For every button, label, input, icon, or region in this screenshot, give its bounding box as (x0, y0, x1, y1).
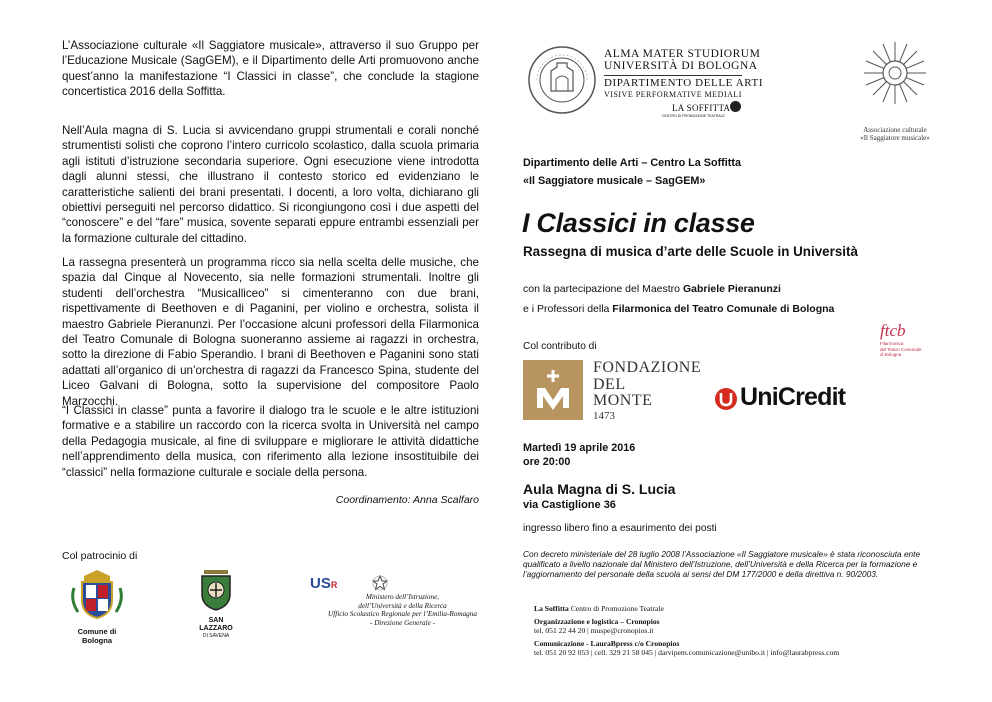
unibo-divider (604, 75, 742, 76)
usr-line-2: dell’Università e della Ricerca (358, 601, 447, 610)
comune-bologna-logo (64, 568, 130, 645)
saggiatore-line-1: Associazione culturale (863, 126, 927, 134)
decreto-note: Con decreto ministeriale del 28 luglio 2008 l’Associazione «Il Saggiatore musicale» è stata riconosciuta ente qualificato a livello nazionale dal Ministero dell’Istruzione, dell’Università e della Ricerca per la formazione e l’aggiornamento del personale della scuola ai sensi del DM 177/2000 e della direttiva n. 90/2003. (523, 549, 921, 580)
soffitta-sub-label: CENTRO DI PROMOZIONE TEATRALE (662, 114, 725, 118)
unicredit-symbol-icon (714, 387, 738, 411)
unicredit-logo (714, 384, 854, 414)
saggiatore-logo (862, 40, 928, 106)
sun-star-icon (862, 40, 928, 106)
professori-name: Filarmonica del Teatro Comunale di Bologna (612, 303, 835, 315)
usr-emilia-romagna-logo (300, 575, 505, 637)
fondazione-line-2: DEL (593, 375, 626, 393)
ftcb-line-1: Filarmonica (880, 341, 904, 346)
dept-line-1: DIPARTIMENTO DELLE ARTI (604, 77, 764, 89)
footer-contacts (534, 604, 934, 658)
ftcb-mark: ftcb (880, 321, 906, 340)
footer-org-title: Organizzazione e logistica – Cronopios (534, 616, 660, 626)
san-lazzaro-logo (193, 568, 239, 639)
footer-soffitta (534, 604, 934, 614)
description-paragraph: Nell’Aula magna di S. Lucia si avvicendano gruppi strumentali e corali nonché strumentisti solisti che coprono l’intero curricolo scolastico, dalla scuola primaria agli istituti d’istruzione secondaria superiore. Ogni esecuzione viene introdotta dagli alunni stessi, che illustrano il contesto storico ed evidenziano le caratteristiche salienti dei brani presentati. I docenti, a loro volta, dichiarano gli obiettivi perseguiti nel percorso didattico. Si ricongiungono così i due aspetti del “conoscere” e del “fare” musica, sovente separati eppure entrambi essenziali per la formazione culturale del cittadino. (62, 124, 479, 245)
soffitta-mask-icon (730, 101, 741, 112)
partecipazione-name: Gabriele Pieranunzi (682, 283, 781, 295)
event-datetime (523, 441, 635, 469)
fondazione-emblem (523, 360, 583, 420)
coordination-credit: Coordinamento: Anna Scalfaro (335, 494, 479, 506)
professori-line (523, 303, 834, 315)
dept-line-2: VISIVE PERFORMATIVE MEDIALI (604, 90, 742, 99)
ftcb-line-2: del Teatro Comunale (880, 346, 922, 352)
organizer-line-2: «Il Saggiatore musicale – SagGEM» (523, 175, 706, 187)
usr-line-3: Ufficio Scolastico Regionale per l’Emilia-Romagna (328, 610, 477, 619)
saggiatore-line-2: «Il Saggiatore musicale» (860, 134, 930, 142)
event-time: ore 20:00 (523, 456, 571, 468)
san-lazzaro-crest-icon (196, 568, 236, 612)
footer-soffitta-rest: Centro di Promozione Teatrale (568, 604, 664, 613)
partecipazione-line (523, 283, 781, 295)
patronage-label: Col patrocinio di (62, 550, 138, 562)
unibo-line-2: UNIVERSITÀ DI BOLOGNA (604, 60, 758, 72)
unibo-seal-icon (527, 45, 597, 115)
fondazione-year: 1473 (593, 410, 615, 422)
ingresso-note: ingresso libero fino a esaurimento dei posti (523, 523, 717, 534)
fondazione-line-3: MONTE (593, 392, 653, 409)
bologna-logo-label: Comune di Bologna (77, 627, 117, 645)
saggiatore-name (840, 126, 950, 142)
ftcb-logo (880, 322, 940, 370)
event-title: I Classici in classe (522, 208, 755, 238)
event-date: Martedì 19 aprile 2016 (523, 442, 636, 454)
footer-com-title: Comunicazione - LauraBpress c/o Cronopios (534, 638, 680, 648)
usr-line-4: - Direzione Generale - (370, 618, 435, 627)
unibo-seal-logo (527, 45, 597, 115)
event-venue: Aula Magna di S. Lucia (523, 481, 676, 497)
italian-emblem-icon (372, 575, 388, 591)
partecipazione-text: con la partecipazione del Maestro (523, 283, 683, 295)
intro-paragraph: L’Associazione culturale «Il Saggiatore musicale», attraverso il suo Gruppo per l’Educazione Musicale (SagGEM), e il Dipartimento delle Arti promuovono anche quest’anno la manifestazione “I Classici in classe”, che conclude la stagione concertistica 2016 della Soffitta. (62, 39, 479, 99)
unibo-line-1: ALMA MATER STUDIORUM (604, 48, 761, 60)
ftcb-line-3: di Bologna (880, 352, 902, 357)
footer-org-contact: tel. 051 22 44 20 | muspe@cronopios.it (534, 626, 654, 636)
event-subtitle: Rassegna di musica d’arte delle Scuole in Università (523, 244, 858, 259)
soffitta-label: LA SOFFITTA (672, 103, 731, 113)
unicredit-wordmark: UniCredit (740, 383, 846, 411)
bologna-crest-icon (64, 568, 130, 620)
program-paragraph: La rassegna presenterà un programma ricco sia nella scelta delle musiche, che spazia dal Cinque al Novecento, sia nelle formazioni strumentali. Inoltre gli studenti dell’orchestra “Musicalliceo” si cimenteranno con due brani, rispettivamente di Beethoven e di Paganini, per violino e orchestra, solista il maestro Gabriele Pieranunzi. Per l’occasione alcuni professori della Filarmonica del Teatro Comunale di Bologna suoneranno assieme ai ragazzi in orchestra, sotto la direzione di Fabio Sperandio. I brani di Beethoven e Paganini sono stati adattati all’organico di un’orchestra di ragazzi da Francesco Spina, studente del Liceo Galvani di Bologna, sotto la supervisione del compositore Paolo Marzocchi. (62, 256, 479, 408)
san-lazzaro-label: SAN LAZZARO (199, 617, 233, 632)
goal-paragraph: “I Classici in classe” punta a favorire il dialogo tra le scuole e le altre istituzioni formative e a stabilire un raccordo con la ricerca svolta in Università nel campo della Pedagogia musicale, al fine di sviluppare e migliorare le attività didattiche nell’apprendimento della musica, con riferimento alla lezione insostituibile dei “classici” nella formazione culturale e sociale della persona. (62, 404, 479, 479)
san-lazzaro-sublabel: DI SAVENA (202, 633, 230, 639)
organizers (523, 154, 741, 190)
fondazione-name (593, 360, 701, 410)
usr-line-1: Ministero dell’Istruzione, (365, 593, 440, 601)
professori-text: e i Professori della (523, 303, 613, 315)
event-address: via Castiglione 36 (523, 499, 616, 511)
footer-com-contact: tel. 051 20 92 053 | cell. 329 21 58 045 | darvipem.comunicazione@unibo.it | info@laurabpress.com (534, 648, 840, 658)
usr-mark-icon: USR (310, 575, 338, 592)
footer-soffitta-bold: La Soffitta (534, 604, 569, 613)
contributo-label: Col contributo di (523, 341, 597, 352)
dept-name (604, 77, 763, 101)
fondazione-line-1: FONDAZIONE (593, 359, 702, 376)
organizer-line-1: Dipartimento delle Arti – Centro La Soffitta (523, 157, 741, 169)
fondazione-monte-icon (523, 360, 583, 420)
unibo-name (604, 48, 760, 72)
